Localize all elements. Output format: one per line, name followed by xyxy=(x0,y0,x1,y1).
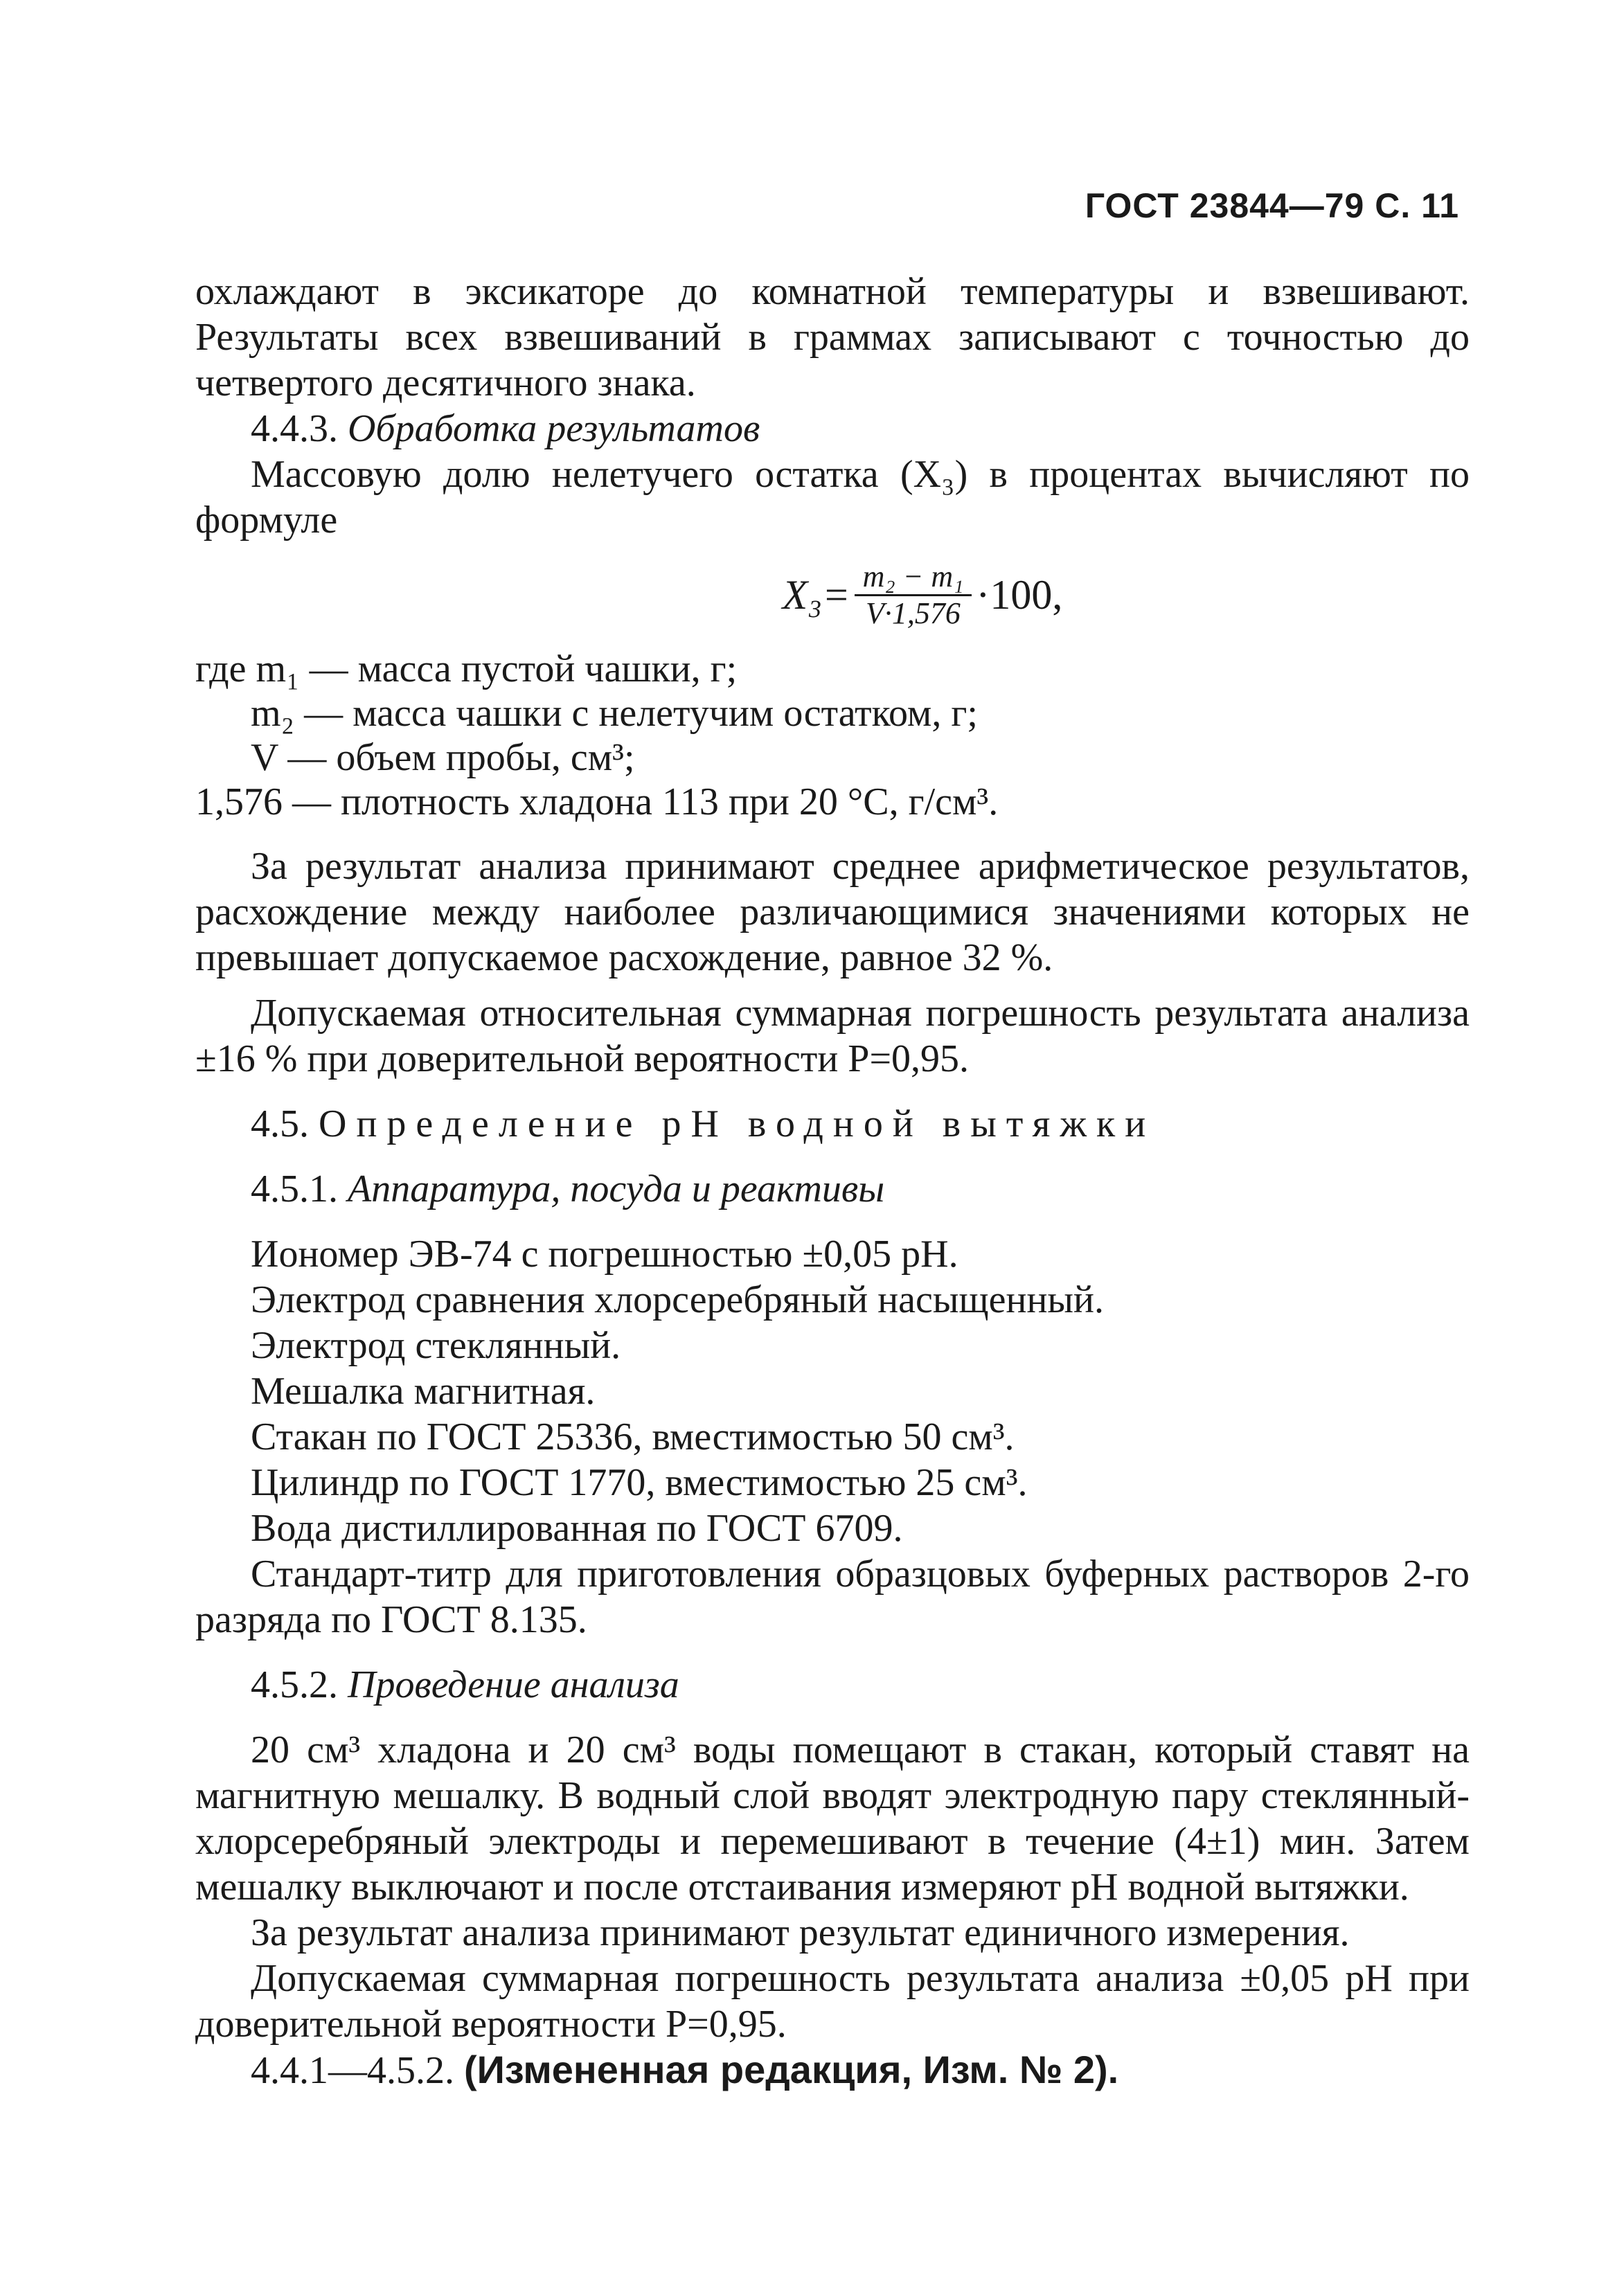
section-4-4-3-heading xyxy=(195,406,1470,452)
legend-density: 1,576 — плотность хладона 113 при 20 °С, г/см³. xyxy=(195,780,999,823)
amendment-note xyxy=(195,2047,1470,2093)
section-title: Обработка результатов xyxy=(348,407,760,450)
formula-tail: ·100, xyxy=(976,572,1063,618)
formula-legend xyxy=(195,647,1470,824)
formula-denominator: V·1,576 xyxy=(866,596,961,630)
paragraph-result-mean: За результат анализа принимают среднее арифметическое результатов, расхождение между наиболее различающимися значениями которых не превышает допускаемое расхождение, равное 32 %. xyxy=(195,845,1470,979)
legend-m1: где m₁ — масса пустой чашки, г; xyxy=(195,647,738,690)
formula-fraction xyxy=(855,560,972,631)
equipment-list xyxy=(195,1231,1470,1551)
section-title: Аппаратура, посуда и реактивы xyxy=(348,1168,885,1210)
amendment-text: (Измененная редакция, Изм. № 2). xyxy=(464,2048,1119,2091)
section-title: Проведение анализа xyxy=(348,1663,679,1706)
formula-numerator: m₂ − m₁ xyxy=(855,560,972,596)
formula-x3 xyxy=(375,543,1470,647)
section-number: 4.5. xyxy=(251,1102,309,1145)
paragraph-cooling: охлаждают в эксикаторе до комнатной температуры и взвешивают. Результаты всех взвешиваний в граммах записывают с точностью до четвертого десятичного знака. xyxy=(195,270,1470,404)
section-4-5-2-heading xyxy=(195,1662,1470,1708)
equipment-item: Электрод сравнения хлорсеребряный насыщенный. xyxy=(251,1278,1105,1321)
amendment-range: 4.4.1—4.5.2. xyxy=(251,2049,454,2092)
section-number: 4.5.2. xyxy=(251,1663,338,1706)
section-4-5-1-heading xyxy=(195,1166,1470,1212)
page-content xyxy=(195,269,1470,2093)
page-header: ГОСТ 23844—79 С. 11 xyxy=(1085,186,1459,225)
section-title: Определение pH водной вытяжки xyxy=(319,1102,1156,1145)
section-number: 4.4.3. xyxy=(251,407,338,450)
equipment-item: Электрод стеклянный. xyxy=(251,1324,621,1367)
paragraph-procedure: 20 см³ хладона и 20 см³ воды помещают в стакан, который ставят на магнитную мешалку. В водный слой вводят электродную пару стеклянный-хлорсеребряный электроды и перемешивают в течение (4±1) мин. Затем мешалку выключают и после отстаивания измеряют pH водной вытяжки. xyxy=(195,1728,1470,1909)
equipment-item: Вода дистиллированная по ГОСТ 6709. xyxy=(251,1507,903,1550)
paragraph-standard-titr: Стандарт-титр для приготовления образцовых буферных растворов 2-го разряда по ГОСТ 8.135. xyxy=(195,1553,1470,1641)
equipment-item: Иономер ЭВ-74 с погрешностью ±0,05 pH. xyxy=(251,1233,958,1276)
paragraph-single-result: За результат анализа принимают результат единичного измерения. xyxy=(251,1911,1350,1954)
section-4-5-heading xyxy=(195,1101,1470,1147)
paragraph-error-ph: Допускаемая суммарная погрешность результата анализа ±0,05 pH при доверительной вероятности P=0,95. xyxy=(195,1957,1470,2046)
equipment-item: Стакан по ГОСТ 25336, вместимостью 50 см³. xyxy=(251,1415,1015,1458)
paragraph-formula-intro: Массовую долю нелетучего остатка (X₃) в процентах вычисляют по формуле xyxy=(195,453,1470,542)
legend-m2: m₂ — масса чашки с нелетучим остатком, г; xyxy=(251,692,978,735)
formula-lhs: X₃= xyxy=(782,572,850,618)
equipment-item: Мешалка магнитная. xyxy=(251,1370,596,1413)
legend-v: V — объем пробы, см³; xyxy=(251,736,635,779)
section-number: 4.5.1. xyxy=(251,1168,338,1210)
equipment-item: Цилиндр по ГОСТ 1770, вместимостью 25 см³. xyxy=(251,1461,1028,1504)
paragraph-error-16: Допускаемая относительная суммарная погрешность результата анализа ±16 % при доверительной вероятности P=0,95. xyxy=(195,992,1470,1080)
